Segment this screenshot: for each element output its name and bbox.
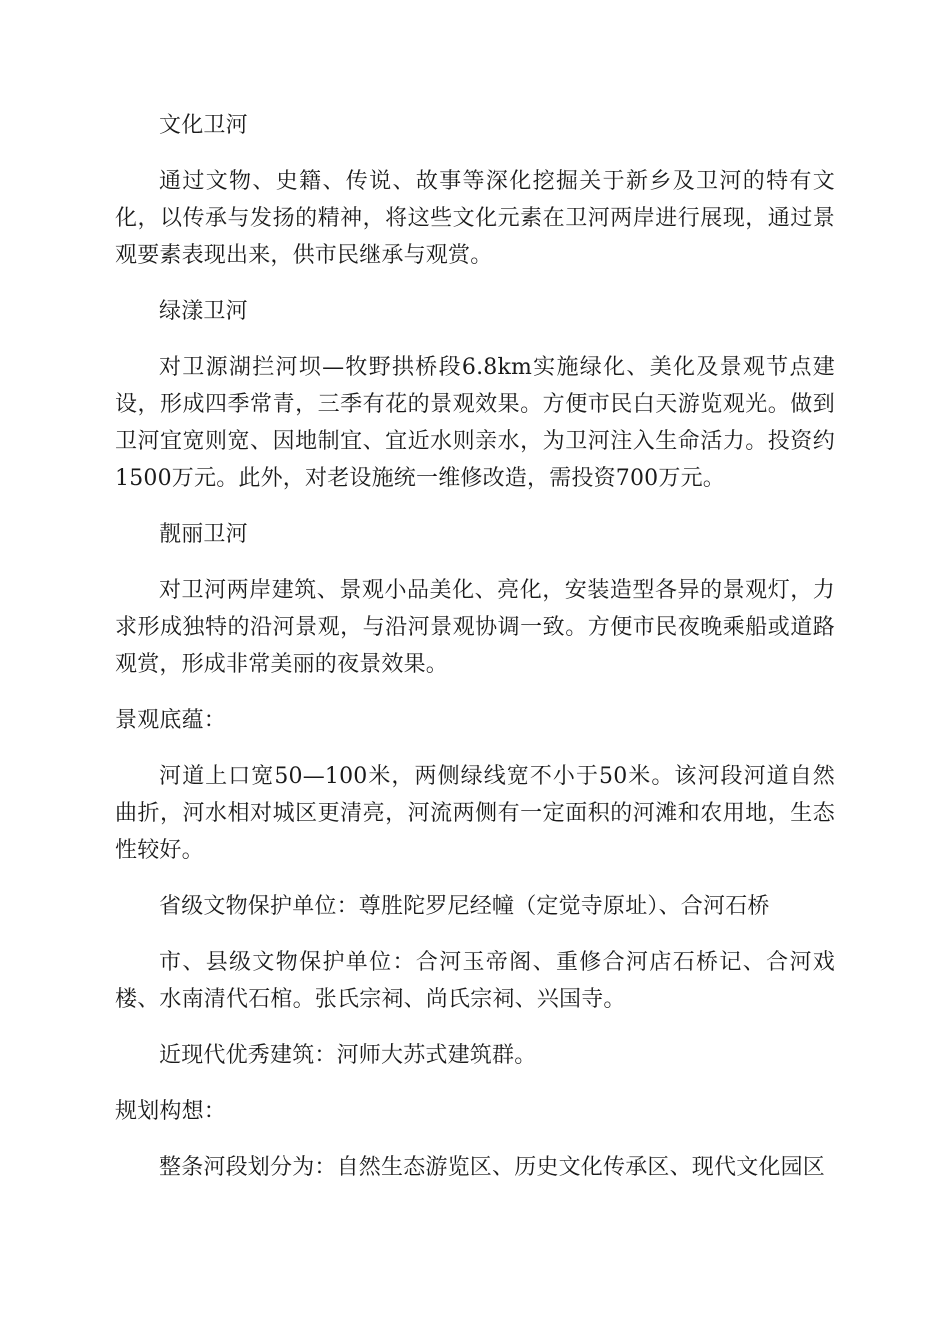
section-heading-culture: 文化卫河 <box>159 113 248 138</box>
section-heading-beautiful: 靓丽卫河 <box>159 522 248 547</box>
paragraph-provincial-relics: 省级文物保护单位：尊胜陀罗尼经幢（定觉寺原址）、合河石桥 <box>159 894 770 919</box>
paragraph-beautiful: 对卫河两岸建筑、景观小品美化、亮化，安装造型各异的景观灯，力求形成独特的沿河景观，与沿河景观协调一致。方便市民夜晚乘船或道路观赏，形成非常美丽的夜景效果。 <box>115 578 835 677</box>
section-heading-green: 绿漾卫河 <box>159 299 248 324</box>
paragraph-zoning: 整条河段划分为：自然生态游览区、历史文化传承区、现代文化园区 <box>159 1155 826 1180</box>
paragraph-modern-architecture: 近现代优秀建筑：河师大苏式建筑群。 <box>159 1043 537 1068</box>
paragraph-green: 对卫源湖拦河坝—牧野拱桥段6.8km实施绿化、美化及景观节点建设，形成四季常青，三季有花的景观效果。方便市民白天游览观光。做到卫河宜宽则宽、因地制宜、宜近水则亲水，为卫河注入生命活力。投资约1500万元。此外，对老设施统一维修改造，需投资700万元。 <box>115 355 835 491</box>
section-heading-planning: 规划构想： <box>115 1099 227 1124</box>
paragraph-city-county-relics: 市、县级文物保护单位：合河玉帝阁、重修合河店石桥记、合河戏楼、水南清代石棺。张氏宗祠、尚氏宗祠、兴国寺。 <box>115 950 835 1012</box>
section-heading-landscape-heritage: 景观底蕴： <box>115 708 227 733</box>
paragraph-culture: 通过文物、史籍、传说、故事等深化挖掘关于新乡及卫河的特有文化，以传承与发扬的精神，将这些文化元素在卫河两岸进行展现，通过景观要素表现出来，供市民继承与观赏。 <box>115 169 835 268</box>
paragraph-river-channel: 河道上口宽50—100米，两侧绿线宽不小于50米。该河段河道自然曲折，河水相对城区更清亮，河流两侧有一定面积的河滩和农用地，生态性较好。 <box>115 764 835 863</box>
document-page <box>115 107 835 1205</box>
